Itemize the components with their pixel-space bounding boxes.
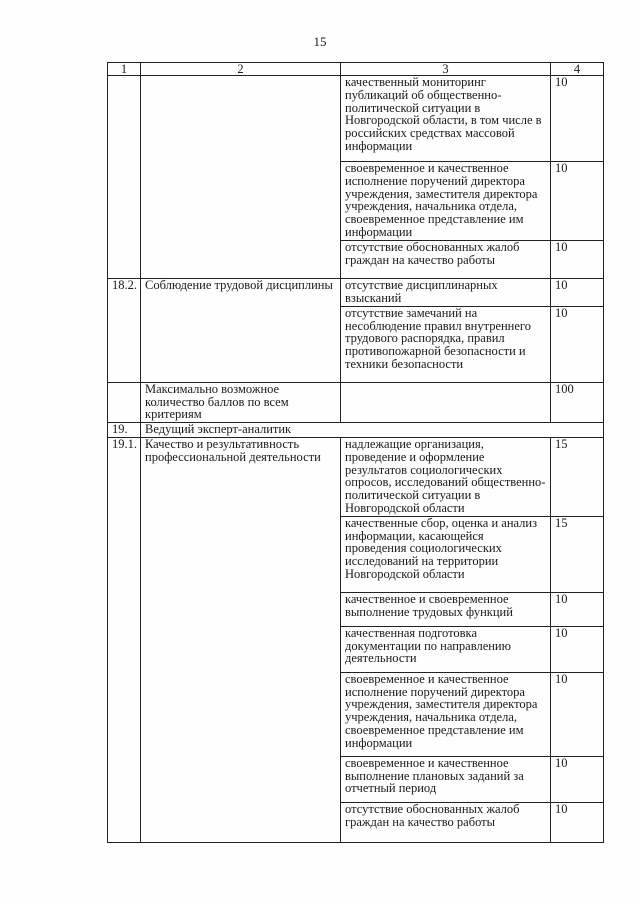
criterion-text: качественный мониторинг публикаций об общественно-политической ситуации в Новгородской области, в том числе в российских средствах массовой информации	[345, 75, 542, 153]
criterion-text: качественная подготовка документации по направлению деятельности	[345, 625, 511, 666]
header-cell: 3	[341, 63, 551, 76]
criterion-text: отсутствие обоснованных жалоб граждан на качество работы	[345, 239, 520, 267]
table-row	[108, 278, 604, 306]
table-header-row	[108, 63, 604, 76]
header-cell: 4	[551, 63, 604, 76]
header-cell: 2	[141, 63, 341, 76]
criterion-cell	[341, 382, 551, 422]
criterion-cell	[341, 672, 551, 756]
table-row	[108, 437, 604, 516]
criterion-cell	[341, 162, 551, 241]
criterion-cell	[341, 240, 551, 278]
score-cell: 10	[551, 240, 604, 278]
score-cell: 10	[551, 672, 604, 756]
item-number-cell: 18.2.	[108, 278, 141, 382]
item-name-cell: Соблюдение трудовой дисциплины	[141, 278, 341, 382]
criterion-cell	[341, 437, 551, 516]
criterion-cell	[341, 756, 551, 802]
item-name-cell: Максимально возможное количество баллов по всем критериям	[141, 382, 341, 422]
criterion-cell	[341, 306, 551, 382]
criterion-cell	[341, 278, 551, 306]
criterion-text: качественные сбор, оценка и анализ информации, касающейся проведения социологических исследований на территории Новгородской области	[345, 515, 538, 581]
criterion-text: надлежащие организация, проведение и оформление результатов социологических опросов, исследований общественно-политической ситуации в Новгородской области	[345, 436, 546, 515]
criterion-text: своевременное и качественное исполнение поручений директора учреждения, заместителя директора учреждения, начальника отдела, своевременное представление им информации	[345, 671, 538, 750]
item-number-cell	[108, 76, 141, 279]
section-number-cell: 19.	[108, 423, 141, 438]
score-cell: 10	[551, 592, 604, 626]
criterion-text: качественное и своевременное выполнение трудовых функций	[345, 591, 513, 619]
score-cell: 10	[551, 756, 604, 802]
score-cell: 10	[551, 802, 604, 842]
criterion-text: своевременное и качественное выполнение плановых заданий за отчетный период	[345, 755, 524, 796]
section-title-cell: Ведущий эксперт-аналитик	[141, 423, 604, 438]
item-name-cell: Качество и результативность профессиональной деятельности	[141, 437, 341, 842]
criterion-text: своевременное и качественное исполнение поручений директора учреждения, заместителя директора учреждения, начальника отдела, своевременное представление им информации	[345, 161, 538, 239]
score-cell: 10	[551, 278, 604, 306]
header-cell: 1	[108, 63, 141, 76]
item-name-cell	[141, 76, 341, 279]
section-row	[108, 423, 604, 438]
criteria-table	[107, 62, 604, 843]
criterion-cell	[341, 802, 551, 842]
page-number: 15	[313, 34, 327, 49]
criterion-cell	[341, 592, 551, 626]
criterion-text: отсутствие обоснованных жалоб граждан на качество работы	[345, 801, 520, 829]
table-row-total	[108, 382, 604, 422]
criterion-cell	[341, 76, 551, 162]
score-cell: 10	[551, 306, 604, 382]
item-number-cell: 19.1.	[108, 437, 141, 842]
criterion-text: отсутствие дисциплинарных взысканий	[345, 277, 498, 305]
score-cell: 10	[551, 76, 604, 162]
criterion-cell	[341, 516, 551, 592]
criterion-cell	[341, 626, 551, 672]
criterion-text: отсутствие замечаний на несоблюдение правил внутреннего трудового распорядка, правил противопожарной безопасности и техники безопасности	[345, 305, 531, 371]
score-cell: 15	[551, 437, 604, 516]
score-cell: 100	[551, 382, 604, 422]
item-number-cell	[108, 382, 141, 422]
score-cell: 15	[551, 516, 604, 592]
score-cell: 10	[551, 162, 604, 241]
table-row	[108, 76, 604, 162]
score-cell: 10	[551, 626, 604, 672]
